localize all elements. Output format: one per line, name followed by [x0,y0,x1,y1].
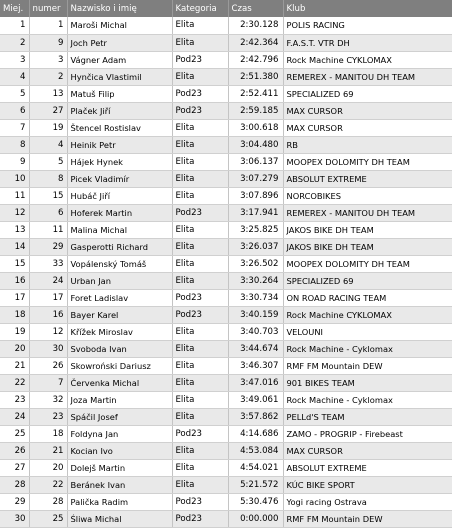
cell-position: 5 [0,85,29,102]
header-number: numer [29,0,67,17]
cell-name: Červenka Michal [67,374,172,391]
cell-number: 4 [29,136,67,153]
cell-position: 16 [0,272,29,289]
cell-time: 0:00.000 [228,510,283,527]
table-row [0,459,452,476]
cell-time: 3:06.137 [228,153,283,170]
cell-position: 15 [0,255,29,272]
cell-position: 28 [0,476,29,493]
cell-name: Svoboda Ivan [67,340,172,357]
table-row [0,289,452,306]
cell-position: 13 [0,221,29,238]
cell-time: 2:30.128 [228,17,283,34]
table-row [0,425,452,442]
cell-name: Skowroński Dariusz [67,357,172,374]
table-row [0,391,452,408]
cell-time: 2:51.380 [228,68,283,85]
cell-number: 11 [29,221,67,238]
cell-category: Elita [172,187,228,204]
cell-time: 3:30.264 [228,272,283,289]
cell-name: Gasperotti Richard [67,238,172,255]
table-row [0,493,452,510]
cell-name: Hubáč Jiří [67,187,172,204]
cell-category: Elita [172,323,228,340]
cell-category: Pod23 [172,510,228,527]
cell-number: 13 [29,85,67,102]
table-row [0,102,452,119]
cell-time: 3:04.480 [228,136,283,153]
cell-category: Elita [172,17,228,34]
cell-number: 23 [29,408,67,425]
cell-position: 25 [0,425,29,442]
cell-position: 26 [0,442,29,459]
cell-category: Pod23 [172,306,228,323]
cell-category: Elita [172,442,228,459]
cell-number: 33 [29,255,67,272]
cell-time: 2:42.796 [228,51,283,68]
table-row [0,153,452,170]
cell-club: MAX CURSOR [283,442,452,459]
cell-time: 3:25.825 [228,221,283,238]
cell-name: Plaček Jiří [67,102,172,119]
cell-category: Elita [172,476,228,493]
table-row [0,306,452,323]
cell-number: 8 [29,170,67,187]
cell-club: MAX CURSOR [283,119,452,136]
cell-category: Elita [172,221,228,238]
cell-position: 7 [0,119,29,136]
cell-name: Joch Petr [67,34,172,51]
cell-club: POLIS RACING [283,17,452,34]
cell-time: 2:52.411 [228,85,283,102]
cell-category: Elita [172,340,228,357]
cell-club: MAX CURSOR [283,102,452,119]
cell-position: 18 [0,306,29,323]
cell-club: SPECIALIZED 69 [283,85,452,102]
cell-club: RMF FM Mountain DEW [283,357,452,374]
cell-category: Pod23 [172,289,228,306]
cell-number: 2 [29,68,67,85]
cell-time: 3:07.896 [228,187,283,204]
cell-name: Hoferek Martin [67,204,172,221]
cell-number: 29 [29,238,67,255]
cell-time: 3:44.674 [228,340,283,357]
cell-number: 26 [29,357,67,374]
cell-number: 18 [29,425,67,442]
cell-position: 27 [0,459,29,476]
cell-position: 12 [0,204,29,221]
table-row [0,442,452,459]
cell-number: 5 [29,153,67,170]
cell-name: Hájek Hynek [67,153,172,170]
cell-category: Elita [172,136,228,153]
cell-position: 10 [0,170,29,187]
cell-position: 29 [0,493,29,510]
cell-category: Pod23 [172,425,228,442]
cell-category: Elita [172,255,228,272]
cell-name: Śliwa Michal [67,510,172,527]
cell-number: 32 [29,391,67,408]
cell-position: 6 [0,102,29,119]
cell-club: RB [283,136,452,153]
cell-name: Palička Radim [67,493,172,510]
cell-category: Elita [172,272,228,289]
cell-club: ON ROAD RACING TEAM [283,289,452,306]
cell-club: KÚC BIKE SPORT [283,476,452,493]
cell-category: Pod23 [172,204,228,221]
cell-position: 23 [0,391,29,408]
header-category: Kategoria [172,0,228,17]
cell-club: Rock Machine CYKLOMAX [283,306,452,323]
cell-time: 4:14.686 [228,425,283,442]
cell-time: 3:26.037 [228,238,283,255]
cell-time: 3:40.159 [228,306,283,323]
cell-number: 27 [29,102,67,119]
table-row [0,119,452,136]
cell-time: 3:40.703 [228,323,283,340]
cell-number: 28 [29,493,67,510]
cell-number: 19 [29,119,67,136]
table-row [0,136,452,153]
cell-position: 9 [0,153,29,170]
table-row [0,51,452,68]
table-row [0,323,452,340]
cell-number: 3 [29,51,67,68]
cell-position: 11 [0,187,29,204]
cell-club: Rock Machine - Cyklomax [283,391,452,408]
cell-category: Elita [172,153,228,170]
cell-name: Foret Ladislav [67,289,172,306]
table-row [0,68,452,85]
cell-name: Hynčica Vlastimil [67,68,172,85]
cell-time: 3:07.279 [228,170,283,187]
cell-number: 20 [29,459,67,476]
table-row [0,408,452,425]
cell-club: REMEREX - MANITOU DH TEAM [283,68,452,85]
cell-number: 22 [29,476,67,493]
table-row [0,85,452,102]
cell-position: 8 [0,136,29,153]
cell-name: Urban Jan [67,272,172,289]
cell-club: F.A.S.T. VTR DH [283,34,452,51]
cell-time: 3:17.941 [228,204,283,221]
table-row [0,17,452,34]
cell-position: 21 [0,357,29,374]
table-row [0,340,452,357]
header-time: Czas [228,0,283,17]
cell-name: Joza Martin [67,391,172,408]
cell-name: Křížek Miroslav [67,323,172,340]
table-row [0,170,452,187]
cell-time: 3:00.618 [228,119,283,136]
cell-name: Spáčil Josef [67,408,172,425]
cell-position: 14 [0,238,29,255]
cell-position: 24 [0,408,29,425]
cell-position: 20 [0,340,29,357]
cell-category: Elita [172,170,228,187]
cell-position: 4 [0,68,29,85]
cell-club: PELLd'S TEAM [283,408,452,425]
cell-category: Elita [172,34,228,51]
cell-name: Vágner Adam [67,51,172,68]
cell-number: 30 [29,340,67,357]
cell-club: MOOPEX DOLOMITY DH TEAM [283,255,452,272]
cell-club: NORCOBIKES [283,187,452,204]
cell-number: 12 [29,323,67,340]
cell-name: Bayer Karel [67,306,172,323]
cell-club: Yogi racing Ostrava [283,493,452,510]
cell-name: Foldyna Jan [67,425,172,442]
cell-number: 1 [29,17,67,34]
cell-position: 1 [0,17,29,34]
cell-name: Dolejš Martin [67,459,172,476]
cell-category: Elita [172,408,228,425]
cell-club: RMF FM Mountain DEW [283,510,452,527]
cell-time: 5:21.572 [228,476,283,493]
cell-number: 17 [29,289,67,306]
cell-club: REMEREX - MANITOU DH TEAM [283,204,452,221]
header-row [0,0,452,17]
cell-time: 2:59.185 [228,102,283,119]
cell-category: Elita [172,391,228,408]
table-row [0,510,452,527]
cell-name: Beránek Ivan [67,476,172,493]
table-row [0,221,452,238]
cell-club: MOOPEX DOLOMITY DH TEAM [283,153,452,170]
cell-time: 3:46.307 [228,357,283,374]
cell-time: 3:30.734 [228,289,283,306]
cell-number: 24 [29,272,67,289]
cell-category: Pod23 [172,51,228,68]
cell-category: Elita [172,68,228,85]
cell-number: 7 [29,374,67,391]
cell-number: 9 [29,34,67,51]
header-position: Miej. [0,0,29,17]
cell-category: Pod23 [172,85,228,102]
cell-category: Elita [172,374,228,391]
cell-category: Elita [172,238,228,255]
cell-name: Heinik Petr [67,136,172,153]
cell-club: JAKOS BIKE DH TEAM [283,238,452,255]
cell-number: 6 [29,204,67,221]
cell-time: 3:47.016 [228,374,283,391]
cell-name: Kocian Ivo [67,442,172,459]
cell-name: Vopálenský Tomáš [67,255,172,272]
cell-category: Elita [172,357,228,374]
cell-club: 901 BIKES TEAM [283,374,452,391]
cell-number: 15 [29,187,67,204]
cell-club: ABSOLUT EXTREME [283,170,452,187]
table-row [0,187,452,204]
cell-time: 4:53.084 [228,442,283,459]
cell-category: Elita [172,459,228,476]
cell-time: 3:26.502 [228,255,283,272]
cell-name: Maroši Michal [67,17,172,34]
cell-category: Pod23 [172,493,228,510]
cell-name: Štencel Rostislav [67,119,172,136]
header-name: Nazwisko i imię [67,0,172,17]
cell-time: 3:57.862 [228,408,283,425]
cell-name: Matuš Filip [67,85,172,102]
table-row [0,238,452,255]
cell-club: JAKOS BIKE DH TEAM [283,221,452,238]
table-row [0,476,452,493]
cell-club: Rock Machine - Cyklomax [283,340,452,357]
cell-position: 2 [0,34,29,51]
table-row [0,374,452,391]
cell-number: 21 [29,442,67,459]
cell-position: 22 [0,374,29,391]
cell-name: Malina Michal [67,221,172,238]
cell-position: 3 [0,51,29,68]
cell-name: Picek Vladimír [67,170,172,187]
cell-category: Pod23 [172,102,228,119]
cell-number: 25 [29,510,67,527]
table-row [0,34,452,51]
cell-club: Rock Machine CYKLOMAX [283,51,452,68]
cell-club: VELOUNI [283,323,452,340]
cell-time: 4:54.021 [228,459,283,476]
table-row [0,357,452,374]
cell-position: 17 [0,289,29,306]
cell-club: SPECIALIZED 69 [283,272,452,289]
cell-club: ZAMO - PROGRIP - Firebeast [283,425,452,442]
cell-time: 2:42.364 [228,34,283,51]
table-row [0,255,452,272]
cell-time: 5:30.476 [228,493,283,510]
cell-category: Elita [172,119,228,136]
table-row [0,204,452,221]
cell-club: ABSOLUT EXTREME [283,459,452,476]
cell-position: 30 [0,510,29,527]
table-row [0,272,452,289]
header-club: Klub [283,0,452,17]
cell-number: 16 [29,306,67,323]
cell-time: 3:49.061 [228,391,283,408]
results-body [0,17,452,527]
cell-position: 19 [0,323,29,340]
